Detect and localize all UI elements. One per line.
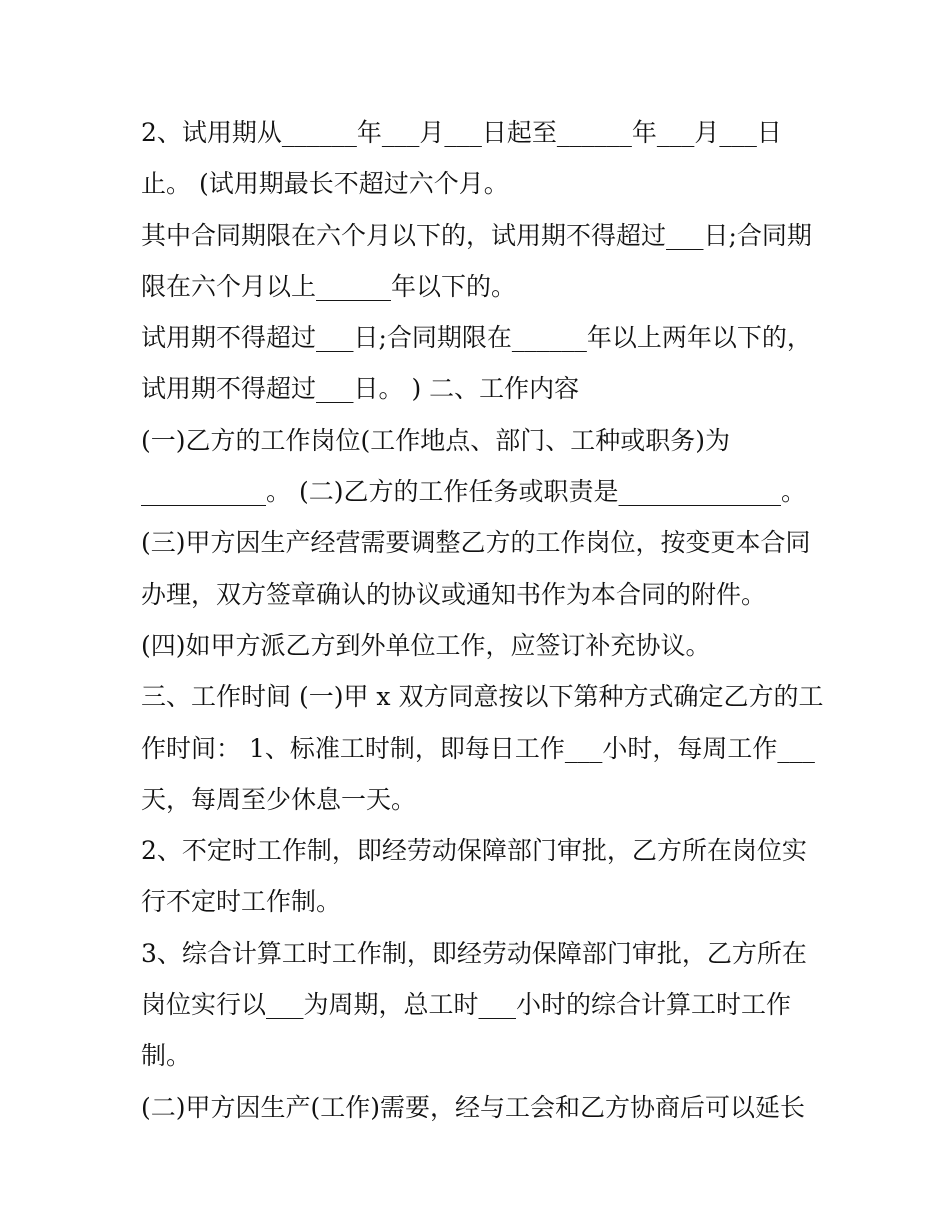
text-line: 制。	[141, 1041, 192, 1071]
text-line: 3、综合计算工时工作制，即经劳动保障部门审批，乙方所在	[141, 938, 807, 968]
text-line: 行不定时工作制。	[141, 887, 342, 917]
text-line: (二)甲方因生产(工作)需要，经与工会和乙方协商后可以延长	[141, 1092, 806, 1122]
text-line: 试用期不得超过___日。 ) 二、工作内容	[141, 374, 580, 404]
text-line: 岗位实行以___为周期，总工时___小时的综合计算工时工作	[141, 990, 792, 1020]
text-line: __________。 (二)乙方的工作任务或职责是_____________。	[141, 477, 806, 507]
text-line: 办理，双方签章确认的协议或通知书作为本合同的附件。	[141, 579, 767, 609]
text-line: 天，每周至少休息一天。	[141, 784, 417, 814]
document-body	[141, 107, 824, 1133]
text-line: (三)甲方因生产经营需要调整乙方的工作岗位，按变更本合同	[141, 528, 811, 558]
text-line: 止。 (试用期最长不超过六个月。	[141, 169, 509, 199]
text-line: (四)如甲方派乙方到外单位工作，应签订补充协议。	[141, 630, 711, 660]
text-line: 2、试用期从______年___月___日起至______年___月___日	[141, 118, 782, 147]
text-line: 作时间： 1、标准工时制，即每日工作___小时，每周工作___	[141, 733, 815, 763]
text-line: 试用期不得超过___日;合同期限在______年以上两年以下的，	[141, 323, 812, 353]
text-line: 限在六个月以上______年以下的。	[141, 271, 517, 301]
text-line: 三、工作时间 (一)甲 x 双方同意按以下第种方式确定乙方的工	[141, 682, 824, 712]
text-line: (一)乙方的工作岗位(工作地点、部门、工种或职务)为	[141, 425, 731, 455]
text-line: 其中合同期限在六个月以下的，试用期不得超过___日;合同期	[141, 220, 812, 250]
text-line: 2、不定时工作制，即经劳动保障部门审批，乙方所在岗位实	[141, 836, 807, 866]
